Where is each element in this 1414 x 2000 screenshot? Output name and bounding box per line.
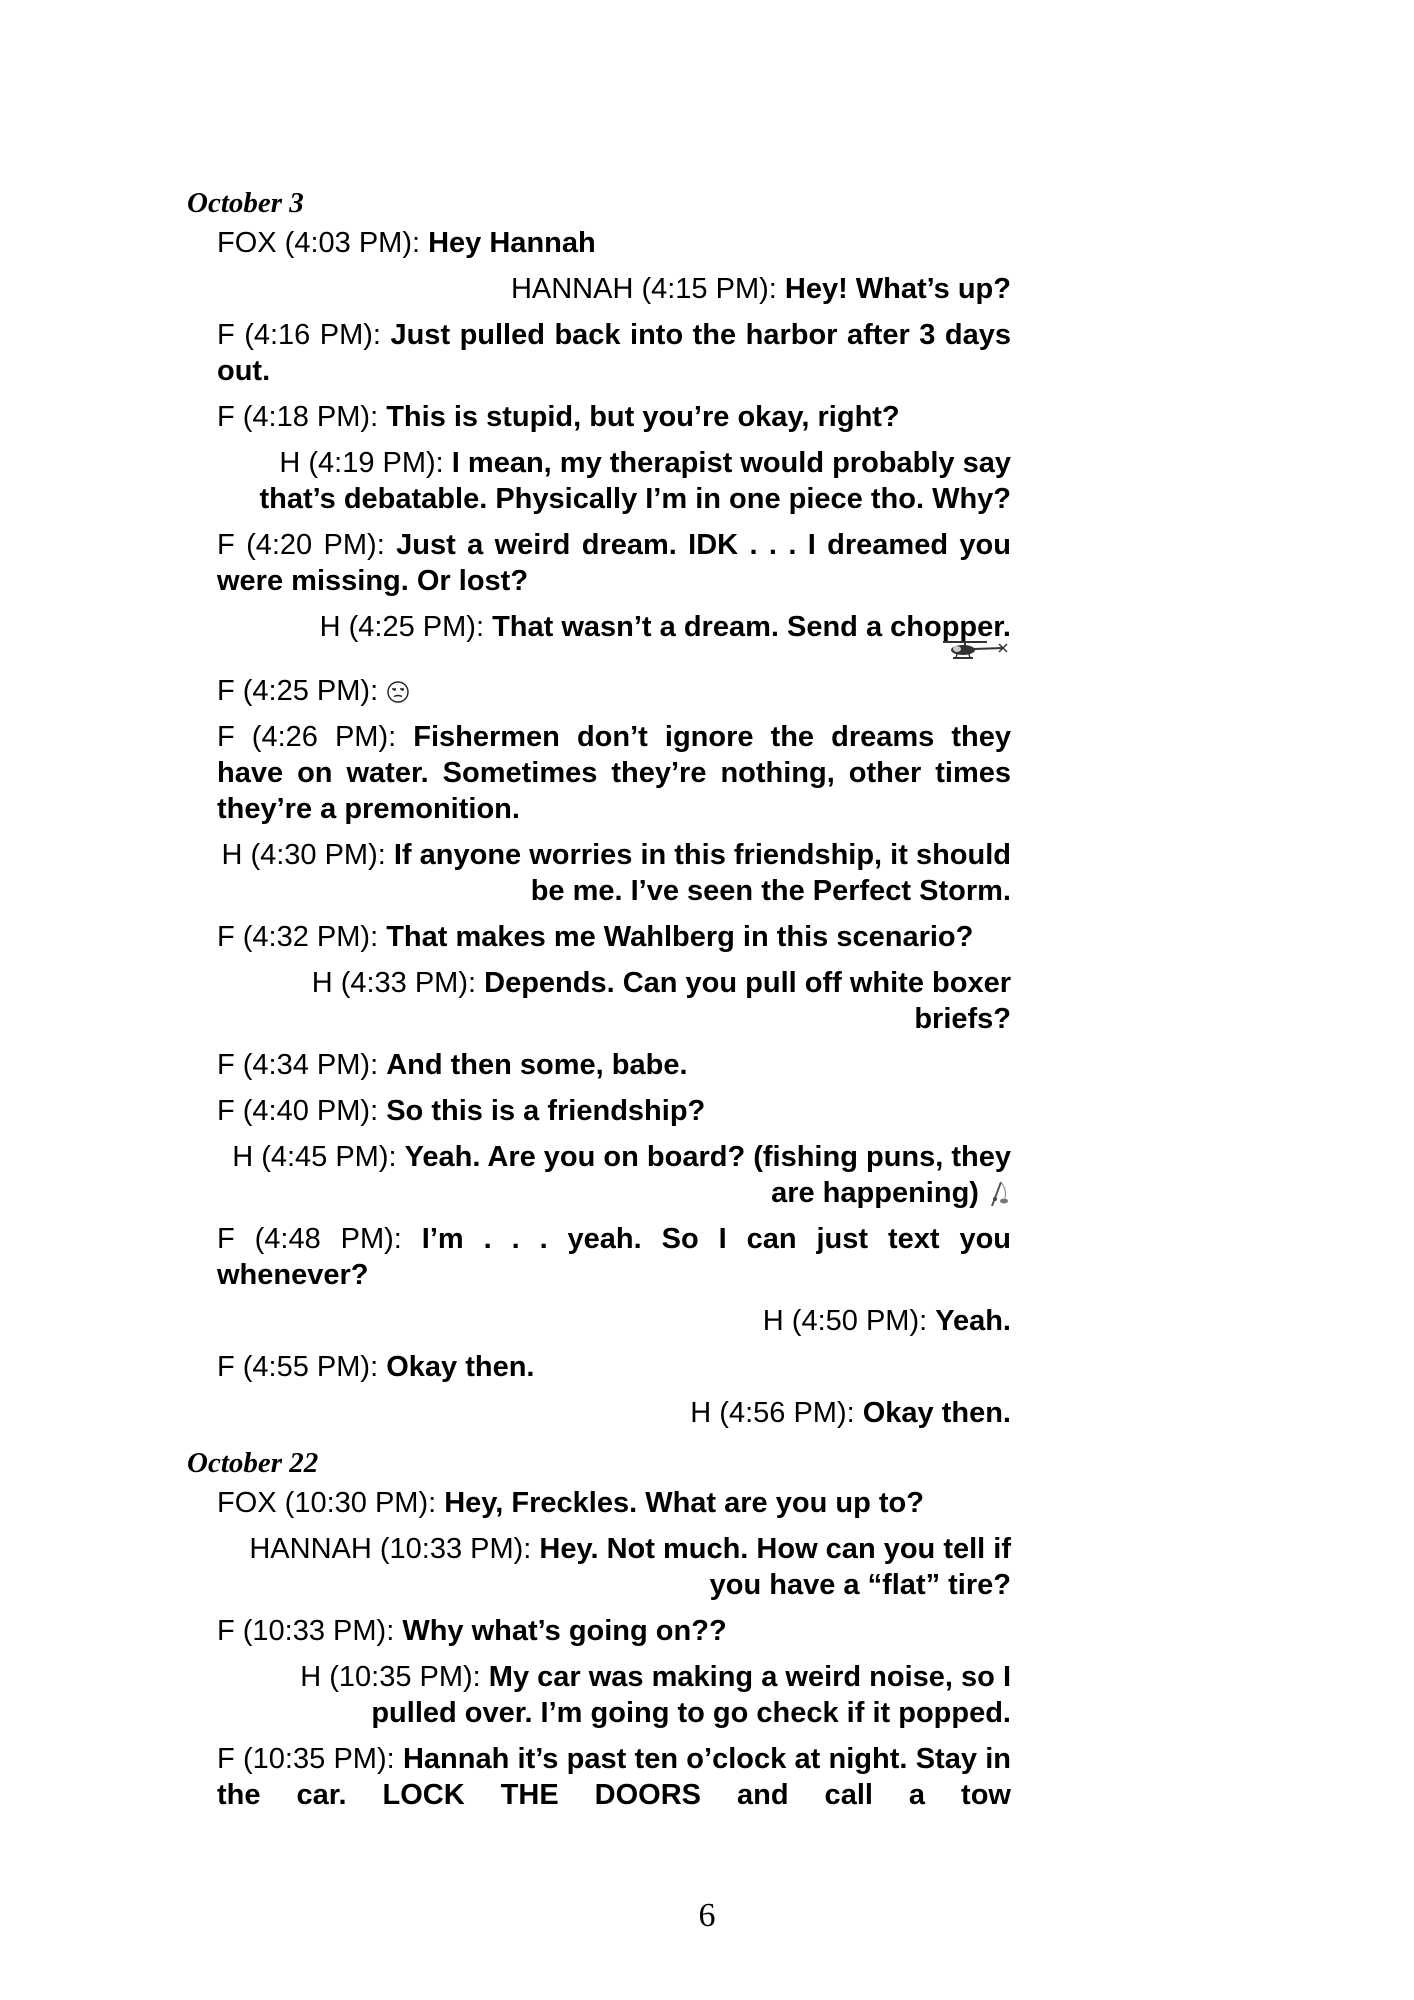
date-heading: October 3 [187,187,304,219]
text-message [217,1395,1011,1431]
text-message [217,719,1011,827]
message-text: And then some, babe. [386,1049,688,1081]
message-sender-time: HANNAH (4:15 PM): [510,273,785,305]
text-message [217,1139,1011,1211]
text-message [217,1613,1011,1649]
message-sender-time: F (4:20 PM): [217,529,397,561]
message-text: That makes me Wahlberg in this scenario? [386,921,974,953]
text-message [217,1531,1011,1603]
message-text: Fishermen don’t ignore the dreams they have on water. Sometimes they’re nothing, other times they’re a premonition. [217,721,1011,825]
message-sender-time: F (4:16 PM): [217,319,391,351]
message-text: I’m . . . yeah. So I can just text you whenever? [217,1223,1011,1291]
message-text: My car was making a weird noise, so I pulled over. I’m going to go check if it popped. [371,1661,1011,1729]
message-sender-time: H (4:25 PM): [319,611,493,643]
page-number: 6 [698,1897,716,1934]
text-message [217,225,1011,261]
message-text: So this is a friendship? [386,1095,706,1127]
message-sender-time: F (4:26 PM): [217,721,414,753]
message-sender-time: F (4:25 PM): [217,675,387,707]
text-message [217,317,1011,389]
message-text: This is stupid, but you’re okay, right? [386,401,900,433]
message-text: Hannah it’s past ten o’clock at night. Stay in the car. LOCK THE DOORS and call a tow [217,1743,1011,1811]
message-text: Yeah. [935,1305,1011,1337]
text-message [217,527,1011,599]
message-sender-time: F (4:32 PM): [217,921,387,953]
text-message [217,445,1011,517]
text-message [217,837,1011,909]
message-sender-time: H (10:35 PM): [300,1661,489,1693]
text-message [217,965,1011,1037]
message-text: Depends. Can you pull off white boxer briefs? [484,967,1011,1035]
message-text: Yeah. Are you on board? (fishing puns, they are happening) [404,1141,1011,1209]
message-sender-time: FOX (4:03 PM): [217,227,429,259]
message-sender-time: F (10:33 PM): [217,1615,403,1647]
message-text: Hey, Freckles. What are you up to? [444,1487,924,1519]
message-sender-time: H (4:45 PM): [232,1141,405,1173]
message-text: Just a weird dream. IDK . . . I dreamed you were missing. Or lost? [217,529,1011,597]
text-message [217,1221,1011,1293]
message-sender-time: F (4:40 PM): [217,1095,387,1127]
message-text: Just pulled back into the harbor after 3 days out. [217,319,1011,387]
message-text: If anyone worries in this friendship, it should be me. I’ve seen the Perfect Storm. [393,839,1011,907]
message-text: Why what’s going on?? [402,1615,727,1647]
message-sender-time: H (4:30 PM): [221,839,394,871]
text-message [217,271,1011,307]
message-sender-time: F (4:48 PM): [217,1223,422,1255]
message-sender-time: F (4:34 PM): [217,1049,387,1081]
text-message [217,1741,1011,1813]
text-message [217,673,1011,709]
message-text: Hey. Not much. How can you tell if you have a “flat” tire? [539,1533,1011,1601]
text-message [217,1093,1011,1129]
message-text: That wasn’t a dream. Send a chopper. [492,611,1011,643]
text-message [217,399,1011,435]
message-sender-time: H (4:33 PM): [311,967,485,999]
text-message [217,1659,1011,1731]
message-text: Hey Hannah [428,227,596,259]
message-sender-time: HANNAH (10:33 PM): [249,1533,540,1565]
message-sender-time: H (4:50 PM): [762,1305,936,1337]
helicopter-icon [941,639,1011,661]
fishing-pole-icon [987,1180,1011,1208]
message-sender-time: F (4:55 PM): [217,1351,387,1383]
text-message [217,1349,1011,1385]
message-text: Okay then. [386,1351,535,1383]
text-message [217,609,1011,645]
page-content [187,181,1011,1823]
text-message [217,1485,1011,1521]
message-sender-time: F (10:35 PM): [217,1743,403,1775]
message-text: I mean, my therapist would probably say that’s debatable. Physically I’m in one piece tho. Why? [259,447,1011,515]
date-heading: October 22 [187,1447,319,1479]
message-text: Hey! What’s up? [784,273,1011,305]
message-sender-time: F (4:18 PM): [217,401,387,433]
unamused-face-icon [386,680,410,704]
text-message [217,919,1011,955]
message-sender-time: H (4:19 PM): [279,447,452,479]
text-message [217,1303,1011,1339]
message-sender-time: H (4:56 PM): [690,1397,863,1429]
text-message [217,1047,1011,1083]
message-sender-time: FOX (10:30 PM): [217,1487,445,1519]
message-text: Okay then. [862,1397,1011,1429]
